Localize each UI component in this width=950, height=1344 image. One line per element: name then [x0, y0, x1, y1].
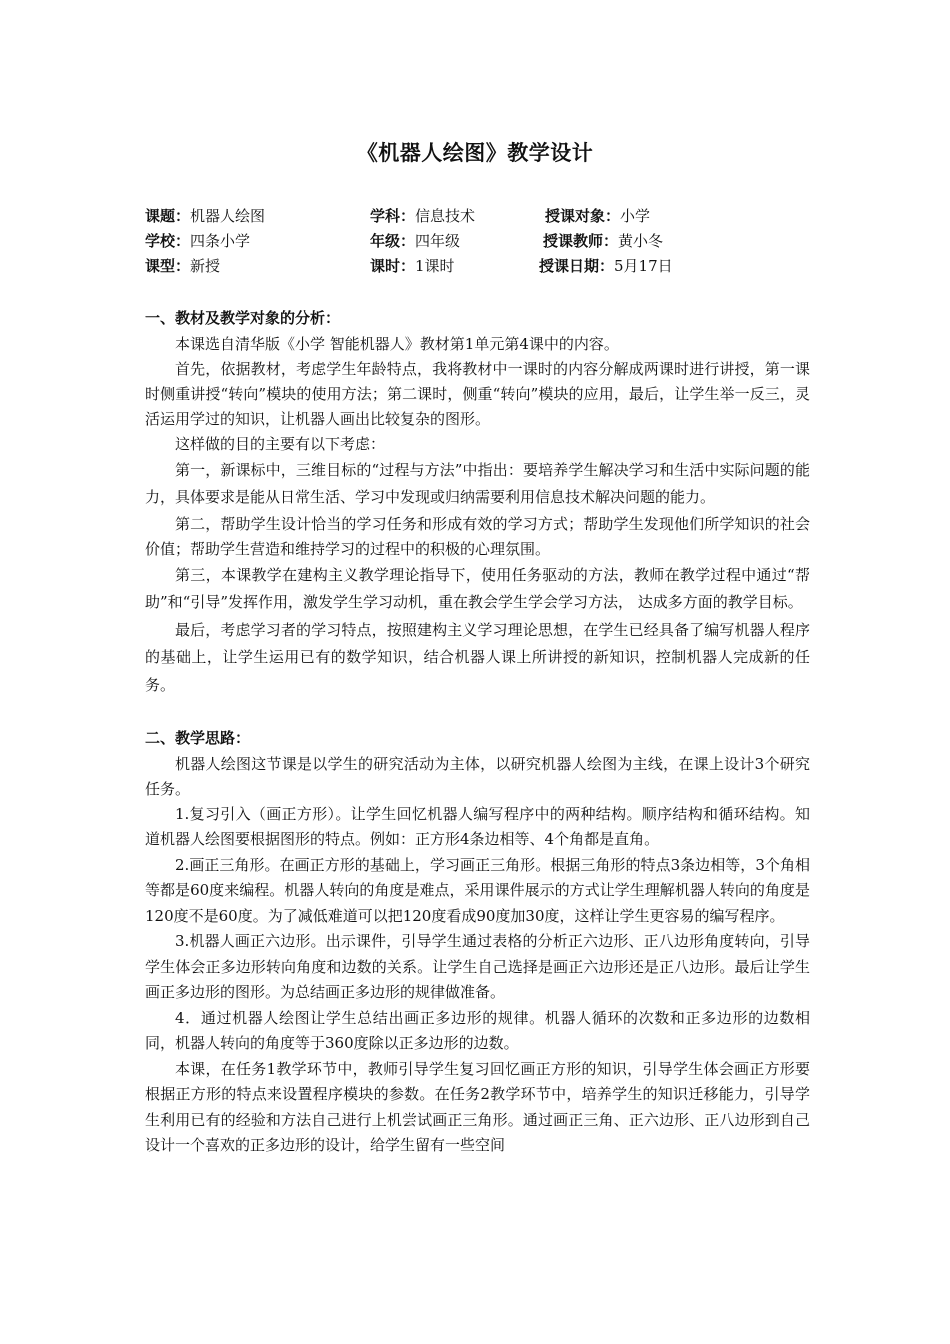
subject-topic: 课题：机器人绘图: [145, 207, 266, 225]
list-item: 4．通过机器人绘图让学生总结出画正多边形的规律。机器人循环的次数和正多边形的边数相同，机器人转向的角度等于360度除以正多边形的边数。: [145, 1008, 810, 1052]
lesson-info-row: [145, 254, 825, 279]
list-item: 2.画正三角形。在画正方形的基础上，学习画正三角形。根据三角形的特点3条边相等，3个角相等都是60度来编程。机器人转向的角度是难点，采用课件展示的方式让学生理解机器人转向的角度是120度不是60度。为了减低难道可以把120度看成90度加30度，这样让学生更容易的编写程序。: [145, 855, 810, 925]
paragraph: 这样做的目的主要有以下考虑：: [175, 434, 386, 453]
subject-discipline: 学科：信息技术: [370, 207, 476, 225]
target-audience: 授课对象：小学: [545, 207, 651, 225]
lesson-info: [145, 204, 825, 279]
lesson-type: 课型：新授: [145, 257, 221, 275]
paragraph: 第二，帮助学生设计恰当的学习任务和形成有效的学习方式；帮助学生发现他们所学知识的社会价值；帮助学生营造和维持学习的过程中的积极的心理氛围。: [145, 514, 810, 558]
school: 学校：四条小学: [145, 232, 251, 250]
paragraph: 第一，新课标中，三维目标的“过程与方法”中指出：要培养学生解决学习和生活中实际问题的能力，具体要求是能从日常生活、学习中发现或归纳需要利用信息技术解决问题的能力。: [145, 460, 810, 506]
paragraph: 本课，在任务1教学环节中，教师引导学生复习回忆画正方形的知识，引导学生体会画正方形要根据正方形的特点来设置程序模块的参数。在任务2教学环节中，培养学生的知识迁移能力，引导学生利用已有的经验和方法自己进行上机尝试画正三角形。通过画正三角、正六边形、正八边形到自己设计一个喜欢的正多边形的设计，给学生留有一些空间: [145, 1059, 810, 1154]
grade: 年级：四年级: [370, 232, 461, 250]
list-item: 3.机器人画正六边形。出示课件，引导学生通过表格的分析正六边形、正八边形角度转向，引导学生体会正多边形转向角度和边数的关系。让学生自己选择是画正六边形还是正八边形。最后让学生画正多边形的图形。为总结画正多边形的规律做准备。: [145, 932, 810, 1001]
paragraph: 第三，本课教学在建构主义教学理论指导下，使用任务驱动的方法，教师在教学过程中通过“帮助”和“引导”发挥作用，激发学生学习动机，重在教会学生学会学习方法， 达成多方面的教学目标。: [145, 565, 810, 611]
class-hours: 课时：1课时: [370, 257, 455, 275]
spacer: [145, 699, 810, 725]
paragraph: 最后，考虑学习者的学习特点，按照建构主义学习理论思想，在学生已经具备了编写机器人程序的基础上，让学生运用已有的数学知识，结合机器人课上所讲授的新知识，控制机器人完成新的任务。: [145, 620, 810, 694]
document-title: 《机器人绘图》教学设计: [356, 140, 594, 165]
section-heading: 二、教学思路：: [145, 729, 251, 747]
lesson-info-row: [145, 229, 825, 254]
list-item: 1.复习引入（画正方形）。让学生回忆机器人编写程序中的两种结构。顺序结构和循环结构。知道机器人绘图要根据图形的特点。例如：正方形4条边相等、4个角都是直角。: [145, 804, 810, 848]
paragraph: 首先，依据教材，考虑学生年龄特点，我将教材中一课时的内容分解成两课时进行讲授，第一课时侧重讲授“转向”模块的使用方法；第二课时，侧重“转向”模块的应用，最后，让学生举一反三，灵活运用学过的知识，让机器人画出比较复杂的图形。: [145, 359, 810, 428]
lesson-date: 授课日期：5月17日: [539, 257, 673, 275]
document-body: [145, 305, 810, 1159]
section-heading: 一、教材及教学对象的分析：: [145, 309, 341, 327]
paragraph: 本课选自清华版《小学 智能机器人》教材第1单元第4课中的内容。: [175, 334, 619, 353]
lesson-info-row: [145, 204, 825, 229]
paragraph: 机器人绘图这节课是以学生的研究活动为主体，以研究机器人绘图为主线，在课上设计3个研究任务。: [145, 754, 810, 798]
teacher: 授课教师：黄小冬: [543, 232, 664, 250]
